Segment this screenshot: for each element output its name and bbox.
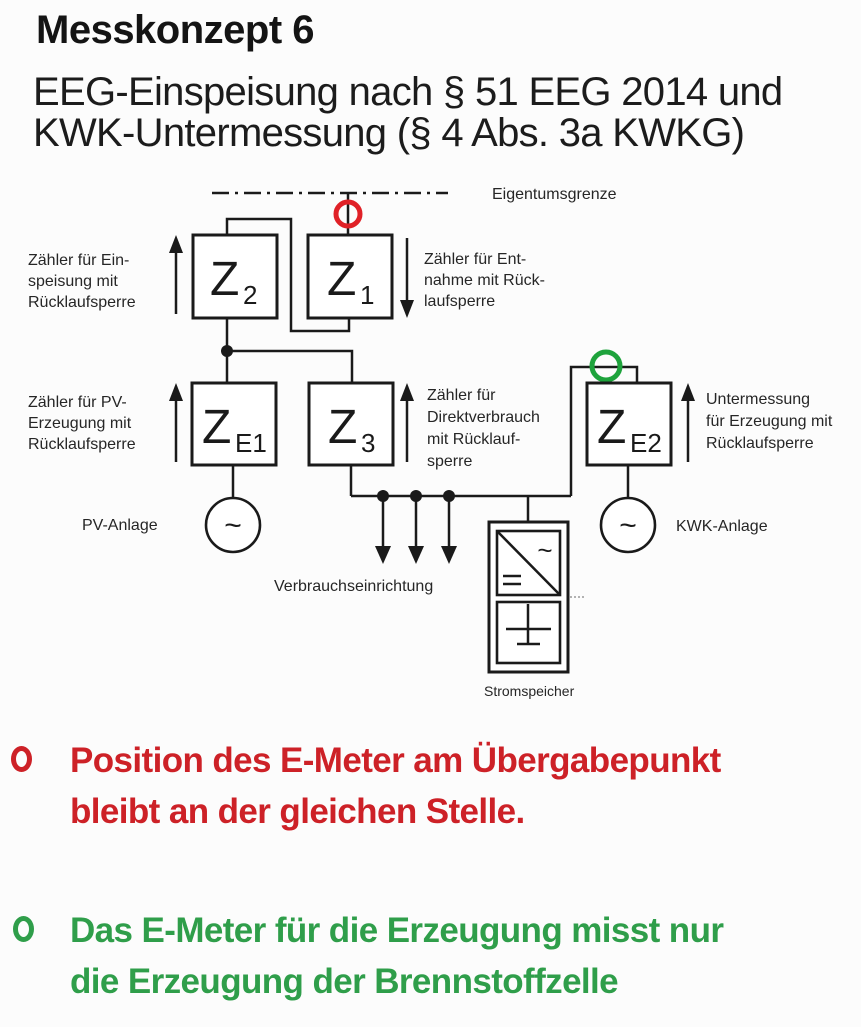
label-z2 (28, 252, 136, 311)
label-kwk-anlage: KWK-Anlage (676, 518, 768, 535)
annotation-green (70, 905, 723, 1007)
label-line: Rücklaufsperre (28, 294, 136, 311)
label-ze2 (706, 391, 833, 452)
label-line: Zähler für PV- (28, 394, 127, 411)
inverter-ac-icon: ~ (537, 535, 553, 565)
label-z3 (427, 387, 540, 470)
label-verbrauchseinrichtung: Verbrauchseinrichtung (274, 578, 434, 595)
annotation-red (70, 735, 721, 837)
meter-z3-sublabel: 3 (361, 428, 376, 458)
label-line: Rücklaufsperre (28, 436, 136, 453)
label-line: sperre (427, 453, 473, 470)
annotation-line: bleibt an der gleichen Stelle. (70, 792, 525, 831)
label-line: laufsperre (424, 293, 496, 310)
label-line: Zähler für Ein- (28, 252, 130, 269)
label-line: Zähler für Ent- (424, 251, 527, 268)
z2-feedin-arrow-head-icon (169, 235, 183, 253)
label-line: Rücklaufsperre (706, 435, 814, 452)
ownership-boundary-label: Eigentumsgrenze (492, 186, 617, 203)
meter-ze1-sublabel: E1 (235, 428, 267, 458)
meter-z1-sublabel: 1 (360, 280, 375, 310)
label-line: mit Rücklauf- (427, 431, 521, 448)
label-line: Erzeugung mit (28, 415, 132, 432)
label-line: für Erzeugung mit (706, 413, 833, 430)
annotation-line: die Erzeugung der Brennstoffzelle (70, 962, 619, 1001)
label-ze1 (28, 394, 136, 453)
pv-tilde-icon: ~ (224, 509, 242, 542)
subtitle-line: EEG-Einspeisung nach § 51 EEG 2014 und (33, 70, 783, 114)
label-line: Direktverbrauch (427, 409, 540, 426)
label-z1 (424, 251, 545, 310)
label-line: Zähler für (427, 387, 496, 404)
z3-directuse-arrow-head-icon (400, 383, 414, 401)
consumption-arrow-head-icon (441, 546, 457, 564)
z1-consumption-arrow-head-icon (400, 300, 414, 318)
annotation-line: Position des E-Meter am Übergabepunkt (70, 741, 721, 780)
meter-z3-label: Z (328, 401, 358, 454)
page-title: Messkonzept 6 (36, 8, 315, 52)
meter-ze1-label: Z (202, 401, 232, 454)
red-bullet-circle-icon (11, 746, 32, 772)
meter-z2-label: Z (210, 253, 240, 306)
label-line: Untermessung (706, 391, 811, 408)
label-pv-anlage: PV-Anlage (82, 517, 158, 534)
consumption-arrow-head-icon (408, 546, 424, 564)
junction-dot (221, 345, 233, 357)
label-line: speisung mit (28, 273, 118, 290)
green-bullet-circle-icon (13, 916, 34, 942)
meter-z1-label: Z (327, 253, 357, 306)
annotation-line: Das E-Meter für die Erzeugung misst nur (70, 911, 724, 950)
kwk-tilde-icon: ~ (619, 509, 637, 542)
ze2-submetering-arrow-head-icon (681, 383, 695, 401)
ze1-generation-arrow-head-icon (169, 383, 183, 401)
meter-ze2-label: Z (597, 401, 627, 454)
label-line: nahme mit Rück- (424, 272, 545, 289)
junction-to-z3-wire (227, 351, 352, 383)
subtitle-line: KWK-Untermessung (§ 4 Abs. 3a KWKG) (33, 111, 745, 155)
meter-ze2-sublabel: E2 (630, 428, 662, 458)
label-stromspeicher: Stromspeicher (484, 683, 575, 699)
meter-z2-sublabel: 2 (243, 280, 258, 310)
consumption-arrow-head-icon (375, 546, 391, 564)
